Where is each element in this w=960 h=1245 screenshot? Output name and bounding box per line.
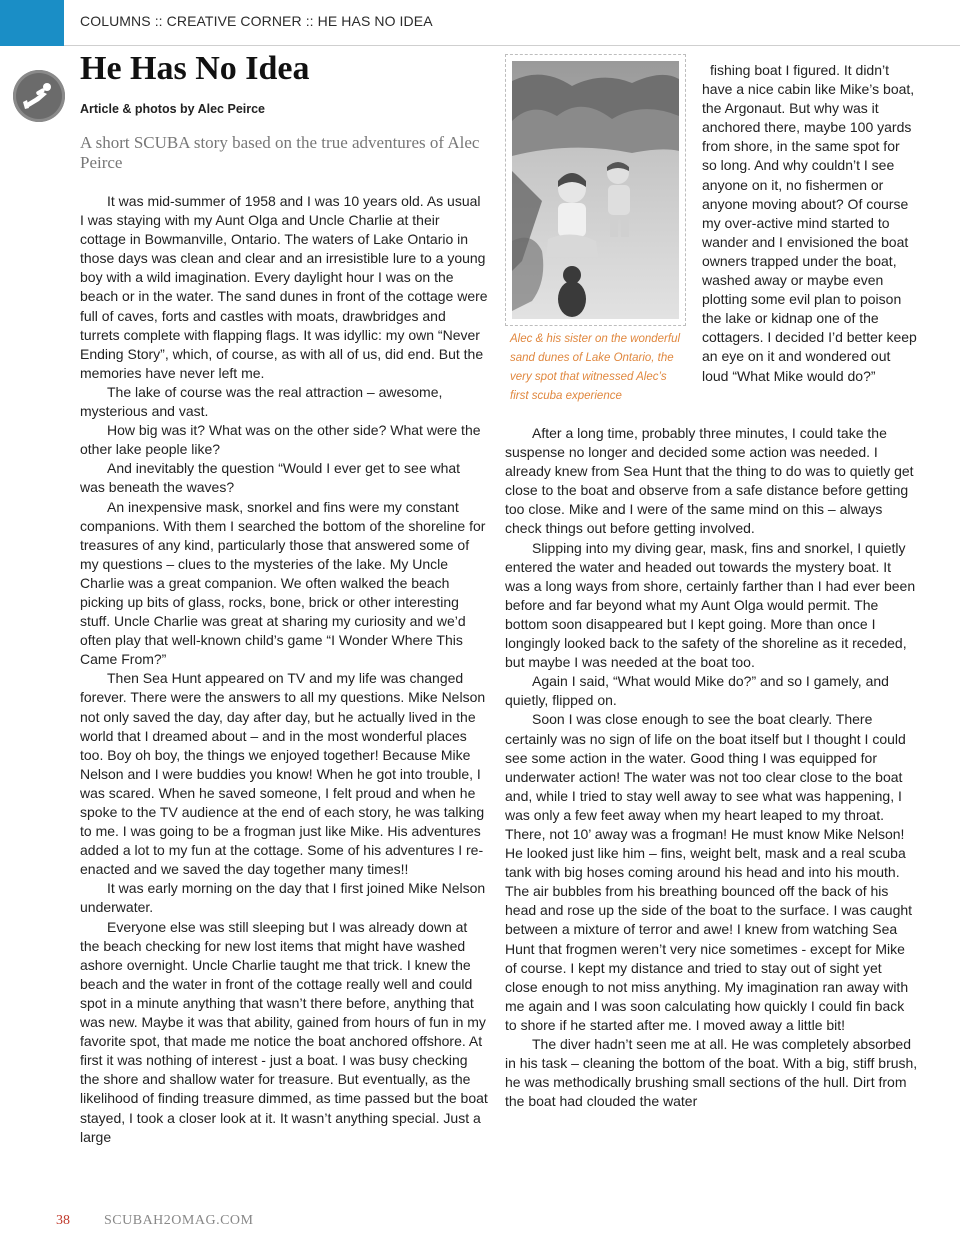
body-paragraph: Then Sea Hunt appeared on TV and my life was changed forever. There were the answers to all my questions. Mike Nelson not only saved the day, day after day, but he actually lived in the world that I dreamed about – and in the most wonderful places too. Boy oh boy, the things we enjoyed together! Because Mike Nelson and I were buddies you know! When he got into trouble, I was scared. When he saved someone, I felt proud and when he spoke to the TV audience at the end of each story, he was talking to me. I was going to be a frogman just like Mike. His adventures added a lot to my fun at the cottage. Some of his adventures I re-enacted and we saved the day together many times!!: [80, 670, 486, 878]
magazine-site-link[interactable]: SCUBAH2OMAG.COM: [104, 1213, 254, 1228]
body-paragraph: Again I said, “What would Mike do?” and so I gamely, and quietly, flipped on.: [505, 673, 889, 709]
body-paragraph: Slipping into my diving gear, mask, fins and snorkel, I quietly entered the water and headed out towards the mystery boat. It was a long ways from shore, certainly farther than I had ever been before and far beyond what my Aunt Olga would permit. The bottom soon disappeared but I kept going. More than once I longingly looked back to the safety of the shoreline as it receded, but maybe I was needed at the boat too.: [505, 539, 916, 671]
body-column-right-bottom: [505, 424, 918, 1111]
beach-photo: [505, 54, 686, 326]
body-paragraph: Soon I was close enough to see the boat clearly. There certainly was no sign of life on the boat itself but I thought I could see some action in the water. Good thing I was equipped for underwater action! The water was not too clear close to the boat and, while I tried to stay well away to see what was happening, I was only a few feet away when my heart leaped to my throat. There, not 10’ away was a frogman! He must know Mike Nelson! He looked just like him – fins, weight belt, mask and a real scuba tank with big hoses coming around his head and into his mouth. The air bubbles from his breathing bounced off the back of his head and rose up the side of the boat to the surface. I was caught between a mixture of terror and awe! I knew from watching Sea Hunt that frogmen weren’t very nice sometimes - except for Mike of course. I kept my distance and tried to stay out of sight yet close enough to not miss anything. My imagination ran away with me again and I was soon calculating how quickly I could fin back to shore if he started after me. I moved away a little bit!: [505, 711, 913, 1033]
article-subtitle: A short SCUBA story based on the true adventures of Alec Peirce: [80, 133, 480, 172]
body-paragraph: Everyone else was still sleeping but I was already down at the beach checking for new lost items that might have washed ashore overnight. Uncle Charlie taught me that trick. I knew the beach and the water in front of the cottage really well and could spot in a minute anything that wasn’t there before, anything that was new. Maybe it was that ability, gained from hours of fun in my favorite spot, that made me notice the boat anchored offshore. At first it was nothing of interest - just a boat. I was busy checking the shore and shallow water for treasure. But eventually, as the likelihood of finding treasure dimmed, as time passed but the boat stayed, I took a closer look at it. It wasn’t anything special. Just a large: [80, 918, 488, 1145]
body-paragraph: fishing boat I figured. It didn’t have a nice cabin like Mike’s boat, the Argonaut. But why was it anchored there, maybe 100 yards from shore, in the same spot for so long. And why couldn’t I see anyone on it, no fishermen or anyone moving about? Of course my over-active mind started to wander and I envisioned the boat owners trapped under the boat, washed away or maybe even plotting some evil plan to poison the lake or kidnap one of the cottagers. I decided I’d better keep an eye on it and wondered out loud “What Mike would do?”: [702, 62, 917, 384]
body-paragraph: An inexpensive mask, snorkel and fins were my constant companions. With them I searched the bottom of the shoreline for treasures of any kind, particularly those that answered some of my questions – clues to the mysteries of the lake. My Uncle Charlie was a great companion. We often walked the beach picking up bits of glass, rocks, bone, brick or other interesting stuff. Uncle Charlie was great at sharing my curiosity and we’d often play that well-known child’s game “I Wonder Where This Came From?”: [80, 498, 486, 668]
caption-line: very spot that witnessed Alec’s: [510, 371, 667, 383]
caption-line: Alec & his sister on the wonderful: [510, 333, 681, 345]
header-divider: [64, 45, 960, 46]
diver-logo-icon: [13, 70, 65, 122]
body-paragraph: And inevitably the question “Would I ever get to see what was beneath the waves?: [80, 460, 461, 496]
body-column-right-top: [702, 61, 918, 386]
body-paragraph: The lake of course was the real attraction – awesome, mysterious and vast.: [80, 383, 443, 420]
body-paragraph: The diver hadn’t seen me at all. He was completely absorbed in his task – cleaning the bottom of the boat. With a big, stiff brush, he was methodically brushing small sections of the hull. Dirt from the boat had clouded the water: [505, 1036, 918, 1110]
page-number: 38: [56, 1213, 70, 1228]
beach-photo-image: [512, 61, 679, 319]
body-paragraph: It was early morning on the day that I first joined Mike Nelson underwater.: [80, 880, 486, 916]
article-title: He Has No Idea: [80, 50, 310, 87]
section-color-tab: [0, 0, 64, 46]
body-paragraph: How big was it? What was on the other side? What were the other lake people like?: [80, 422, 481, 458]
body-paragraph: After a long time, probably three minutes, I could take the suspense no longer and decided some action was needed. I already knew from Sea Hunt that the thing to do was to quietly get close to the boat and observe from a safe distance before getting too close. Mike and I were of the same mind on this – always check things out before getting involved.: [505, 425, 914, 537]
body-paragraph: It was mid-summer of 1958 and I was 10 years old. As usual I was staying with my Aunt Olga and Uncle Charlie at their cottage in Bowmanville, Ontario. The waters of Lake Ontario in those days was clean and clear and an irresistible lure to a young boy with a wild imagination. Every daylight hour I was on the beach or in the water. The sand dunes in front of the cottage were full of caves, forts and castles with moats, drawbridges and turrets complete with flapping flags. It was idyllic: my own “Never Ending Story”, which, of course, as with all of us, did end. But the memories have never left me.: [80, 193, 488, 381]
breadcrumb: COLUMNS :: CREATIVE CORNER :: HE HAS NO IDEA: [80, 13, 433, 29]
photo-caption: [510, 330, 686, 406]
caption-line: first scuba experience: [510, 390, 622, 402]
body-column-left: [80, 192, 488, 1147]
caption-line: sand dunes of Lake Ontario, the: [510, 352, 674, 364]
article-byline: Article & photos by Alec Peirce: [80, 102, 266, 116]
